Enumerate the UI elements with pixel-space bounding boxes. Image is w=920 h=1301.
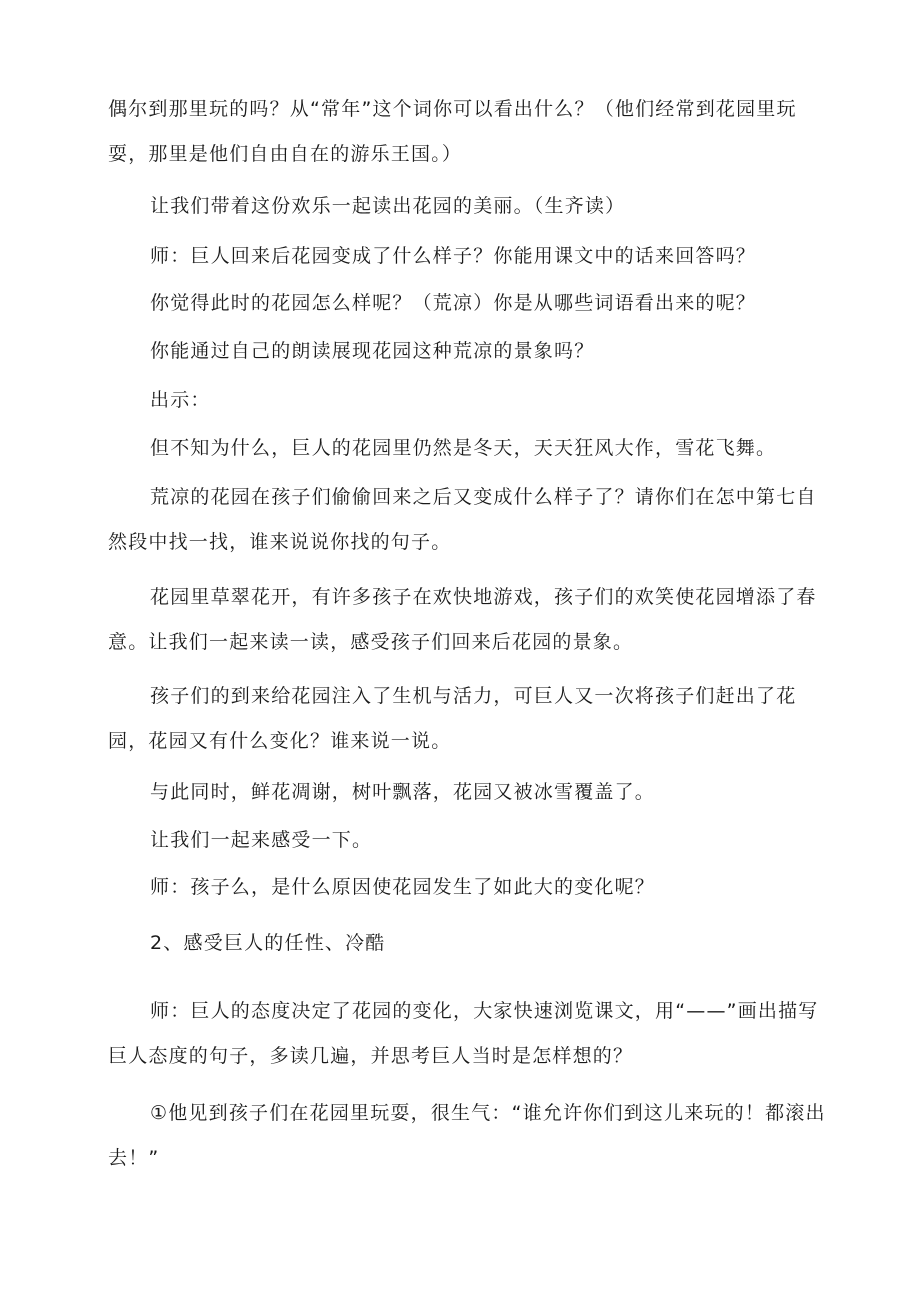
paragraph-3: 师：巨人回来后花园变成了什么样子？你能用课文中的话来回答吗？ (150, 245, 757, 267)
paragraph-15: ①他见到孩子们在花园里玩耍，很生气：“谁允许你们到这儿来玩的！都滚出去！” (108, 1102, 826, 1169)
paragraph-4: 你觉得此时的花园怎么样呢？（荒凉）你是从哪些词语看出来的呢？ (150, 292, 757, 314)
paragraph-5: 你能通过自己的朗读展现花园这种荒凉的景象吗？ (150, 340, 595, 362)
paragraph-2: 让我们带着这份欢乐一起读出花园的美丽。（生齐读） (150, 195, 626, 217)
paragraph-10: 孩子们的到来给花园注入了生机与活力，可巨人又一次将孩子们赶出了花园，花园又有什么变化？谁来说一说。 (108, 685, 797, 752)
paragraph-7: 但不知为什么，巨人的花园里仍然是冬天，天天狂风大作，雪花飞舞。 (150, 437, 777, 459)
paragraph-6: 出示： (150, 389, 211, 411)
paragraph-9: 花园里草翠花开，有许多孩子在欢快地游戏，孩子们的欢笑使花园增添了春意。让我们一起来读一读，感受孩子们回来后花园的景象。 (108, 586, 817, 653)
paragraph-8: 荒凉的花园在孩子们偷偷回来之后又变成什么样子了？请你们在怎中第七自然段中找一找，谁来说说你找的句子。 (108, 486, 817, 553)
paragraph-12: 让我们一起来感受一下。 (150, 829, 373, 851)
section-heading: 2、感受巨人的任性、冷酷 (150, 932, 386, 954)
paragraph-13: 师：孩子么，是什么原因使花园发生了如此大的变化呢？ (150, 876, 656, 898)
paragraph-1: 偶尔到那里玩的吗？从“常年”这个词你可以看出什么？（他们经常到花园里玩耍，那里是他们自由自在的游乐王国。） (108, 98, 797, 165)
paragraph-14: 师：巨人的态度决定了花园的变化，大家快速浏览课文，用“——”画出描写巨人态度的句子，多读几遍，并思考巨人当时是怎样想的？ (108, 1000, 819, 1067)
paragraph-11: 与此同时，鲜花凋谢，树叶飘落，花园又被冰雪覆盖了。 (150, 781, 656, 803)
